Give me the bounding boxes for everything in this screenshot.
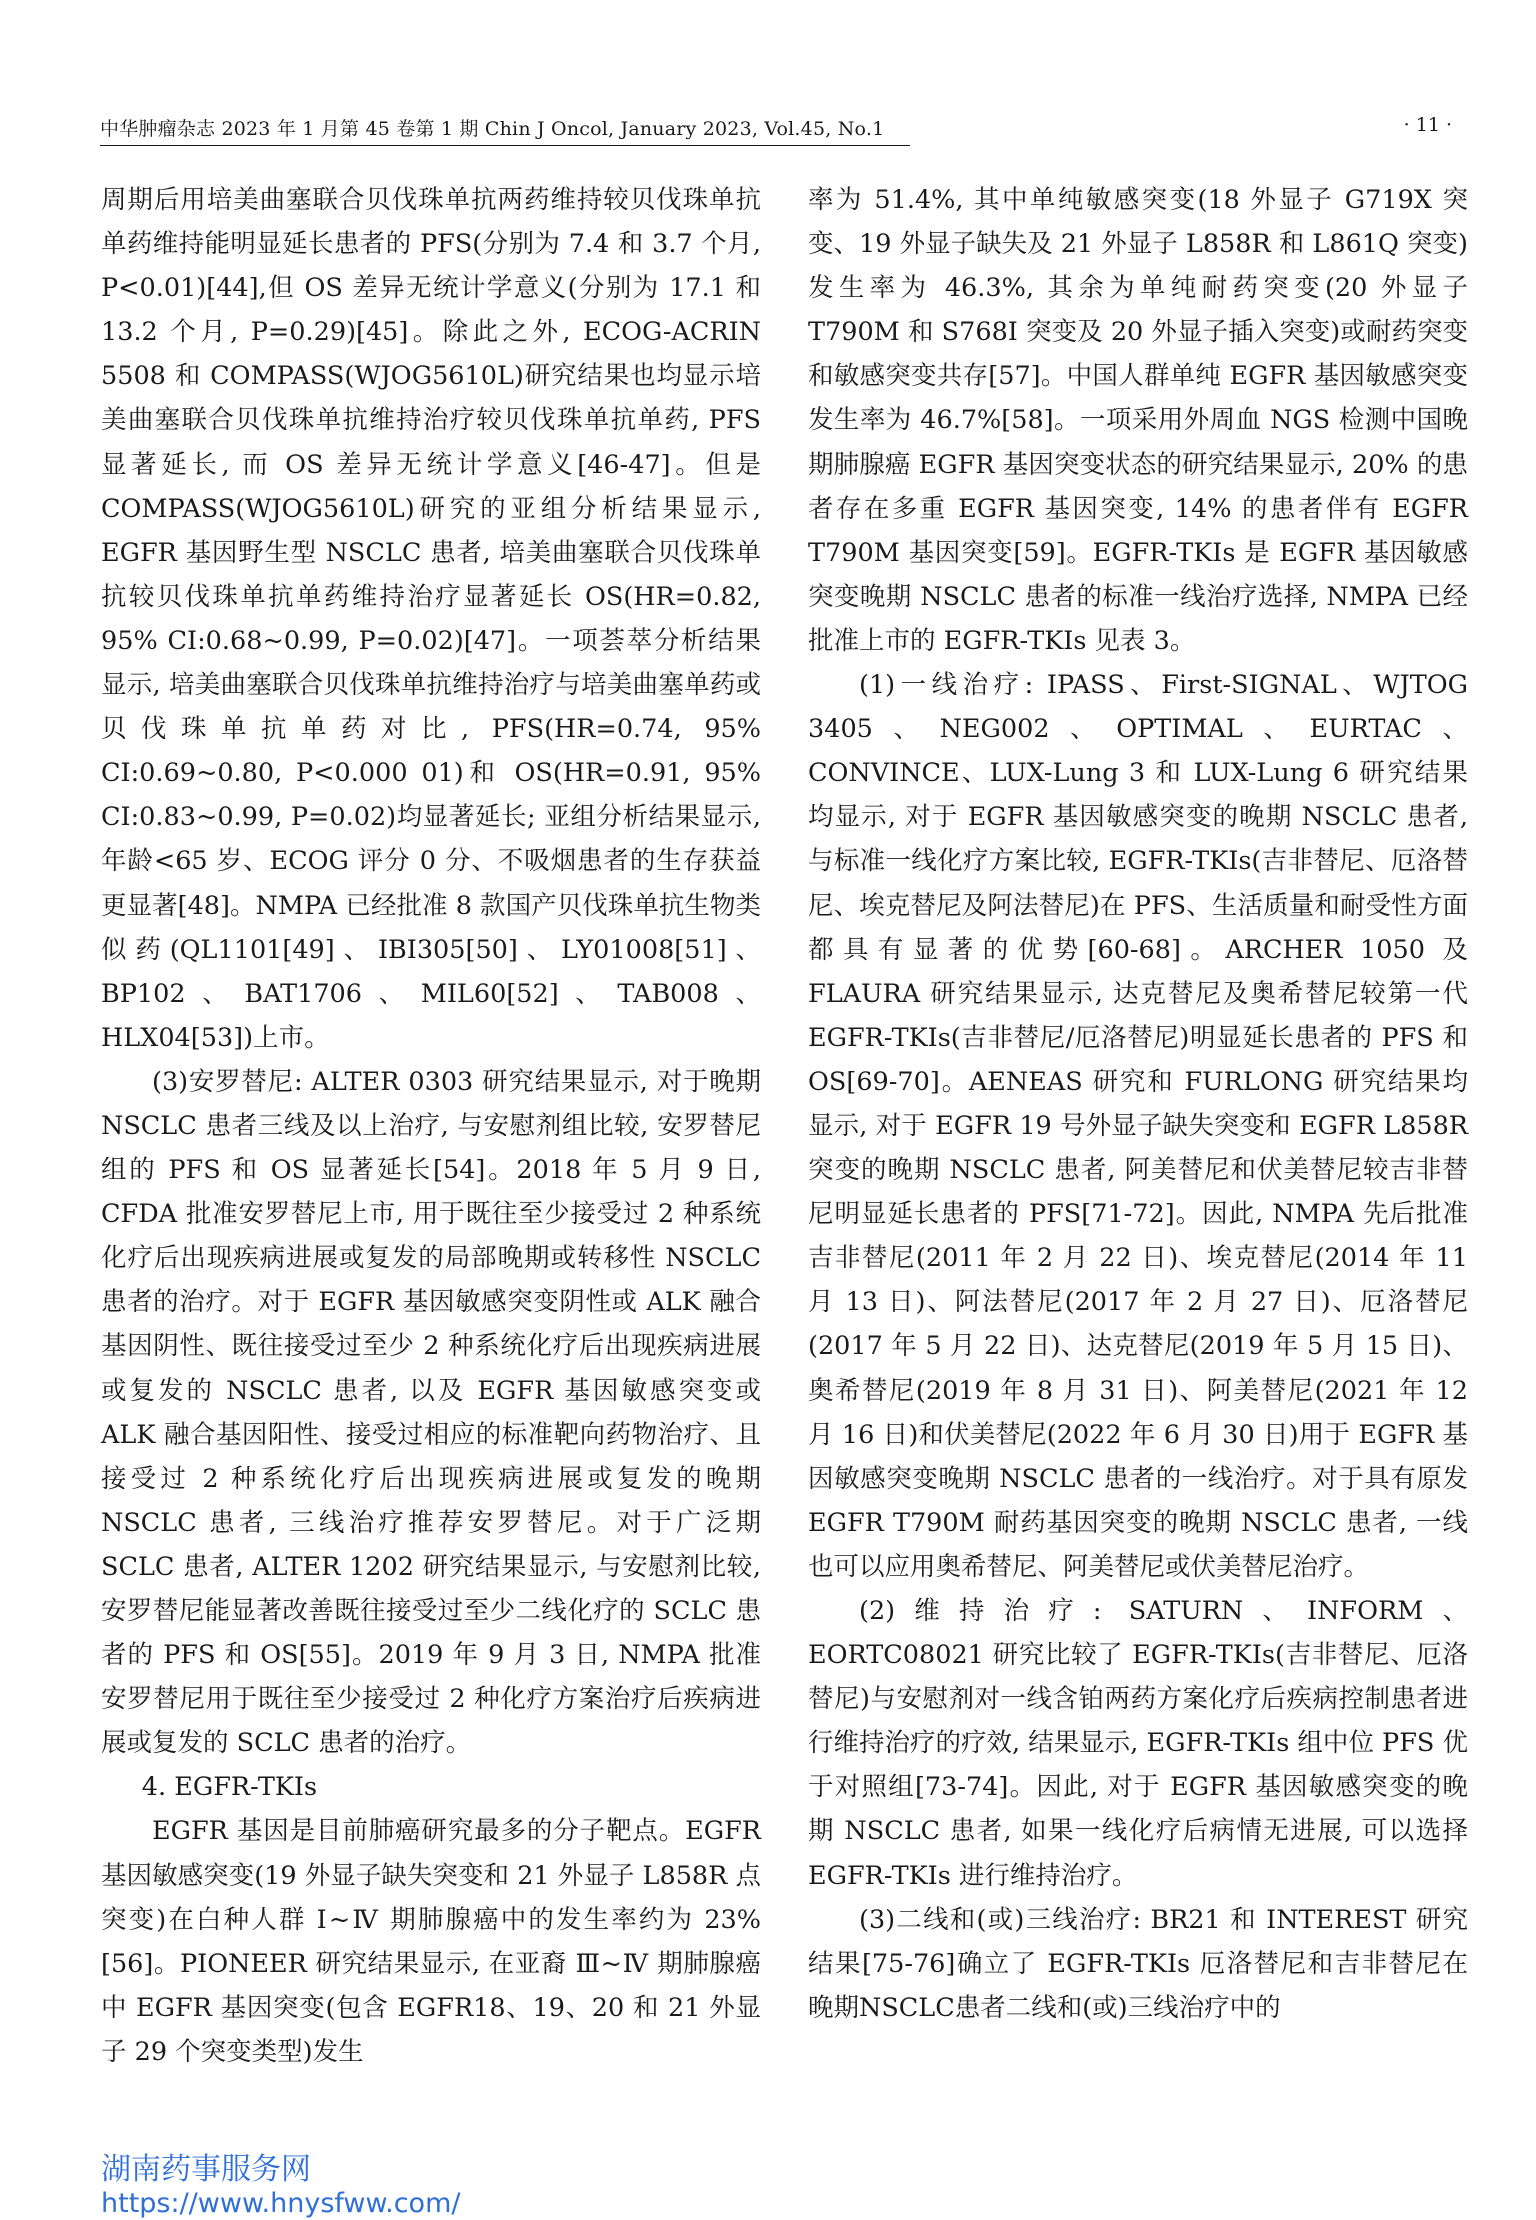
- paragraph: 率为 51.4%, 其中单纯敏感突变(18 外显子 G719X 突变、19 外显子缺失及 21 外显子 L858R 和 L861Q 突变)发生率为 46.3%, 其余为单纯耐药突变(20 外显子 T790M 和 S768I 突变及 20 外显子插入突变)或耐药突变和敏感突变共存[57]。中国人群单纯 EGFR 基因敏感突变发生率为 46.7%[58]。一项采用外周血 NGS 检测中国晚期肺腺癌 EGFR 基因突变状态的研究结果显示, 20% 的患者存在多重 EGFR 基因突变, 14% 的患者伴有 EGFR T790M 基因突变[59]。EGFR-TKIs 是 EGFR 基因敏感突变晚期 NSCLC 患者的标准一线治疗选择, NMPA 已经批准上市的 EGFR-TKIs 见表 3。: [808, 185, 1468, 656]
- paragraph: (2)维持治疗: SATURN、INFORM、EORTC08021 研究比较了 EGFR-TKIs(吉非替尼、厄洛替尼)与安慰剂对一线含铂两药方案化疗后疾病控制患者进行维持治疗的疗效, 结果显示, EGFR-TKIs 组中位 PFS 优于对照组[73-74]。因此, 对于 EGFR 基因敏感突变的晚期 NSCLC 患者, 如果一线化疗后病情无进展, 可以选择 EGFR-TKIs 进行维持治疗。: [808, 1596, 1468, 1891]
- left-column: [101, 178, 761, 2074]
- paragraph: (3)安罗替尼: ALTER 0303 研究结果显示, 对于晚期 NSCLC 患者三线及以上治疗, 与安慰剂组比较, 安罗替尼组的 PFS 和 OS 显著延长[54]。2018 年 5 月 9 日, CFDA 批准安罗替尼上市, 用于既往至少接受过 2 种系统化疗后出现疾病进展或复发的局部晚期或转移性 NSCLC 患者的治疗。对于 EGFR 基因敏感突变阴性或 ALK 融合基因阴性、既往接受过至少 2 种系统化疗后出现疾病进展或复发的 NSCLC 患者, 以及 EGFR 基因敏感突变或 ALK 融合基因阳性、接受过相应的标准靶向药物治疗、且接受过 2 种系统化疗后出现疾病进展或复发的晚期 NSCLC 患者, 三线治疗推荐安罗替尼。对于广泛期 SCLC 患者, ALTER 1202 研究结果显示, 与安慰剂比较, 安罗替尼能显著改善既往接受过至少二线化疗的 SCLC 患者的 PFS 和 OS[55]。2019 年 9 月 3 日, NMPA 批准安罗替尼用于既往至少接受过 2 种化疗方案治疗后疾病进展或复发的 SCLC 患者的治疗。: [101, 1066, 761, 1759]
- watermark-name: 湖南药事服务网: [101, 2152, 311, 2187]
- section-heading: 4. EGFR-TKIs: [141, 1772, 318, 1803]
- paragraph: EGFR 基因是目前肺癌研究最多的分子靶点。EGFR 基因敏感突变(19 外显子缺失突变和 21 外显子 L858R 点突变)在白种人群 Ⅰ~Ⅳ 期肺腺癌中的发生率约为 23%[56]。PIONEER 研究结果显示, 在亚裔 Ⅲ~Ⅳ 期肺腺癌中 EGFR 基因突变(包含 EGFR18、19、20 和 21 外显子 29 个突变类型)发生: [101, 1816, 761, 2067]
- page-number: · 11 ·: [1403, 114, 1452, 136]
- paragraph: (3)二线和(或)三线治疗: BR21 和 INTEREST 研究结果[75-76]确立了 EGFR-TKIs 厄洛替尼和吉非替尼在晚期NSCLC患者二线和(或)三线治疗中的: [808, 1904, 1468, 2023]
- paragraph: 周期后用培美曲塞联合贝伐珠单抗两药维持较贝伐珠单抗单药维持能明显延长患者的 PFS(分别为 7.4 和 3.7 个月, P<0.01)[44],但 OS 差异无统计学意义(分别为 17.1 和 13.2 个月, P=0.29)[45]。除此之外, ECOG-ACRIN 5508 和 COMPASS(WJOG5610L)研究结果也均显示培美曲塞联合贝伐珠单抗维持治疗较贝伐珠单抗单药, PFS 显著延长, 而 OS 差异无统计学意义[46-47]。但是 COMPASS(WJOG5610L)研究的亚组分析结果显示, EGFR 基因野生型 NSCLC 患者, 培美曲塞联合贝伐珠单抗较贝伐珠单抗单药维持治疗显著延长 OS(HR=0.82, 95% CI:0.68~0.99, P=0.02)[47]。一项荟萃分析结果显示, 培美曲塞联合贝伐珠单抗维持治疗与培美曲塞单药或贝伐珠单抗单药对比, PFS(HR=0.74, 95% CI:0.69~0.80, P<0.000 01)和 OS(HR=0.91, 95% CI:0.83~0.99, P=0.02)均显著延长; 亚组分析结果显示, 年龄<65 岁、ECOG 评分 0 分、不吸烟患者的生存获益更显著[48]。NMPA 已经批准 8 款国产贝伐珠单抗生物类似药(QL1101[49]、IBI305[50]、LY01008[51]、BP102、BAT1706、MIL60[52]、TAB008、HLX04[53])上市。: [101, 185, 761, 1053]
- journal-citation: 中华肿瘤杂志 2023 年 1 月第 45 卷第 1 期 Chin J Oncol, January 2023, Vol.45, No.1: [100, 114, 910, 146]
- running-header: [100, 112, 1452, 148]
- paragraph: (1)一线治疗: IPASS、First-SIGNAL、WJTOG 3405、NEG002、OPTIMAL、EURTAC、CONVINCE、LUX-Lung 3 和 LUX-Lung 6 研究结果均显示, 对于 EGFR 基因敏感突变的晚期 NSCLC 患者, 与标准一线化疗方案比较, EGFR-TKIs(吉非替尼、厄洛替尼、埃克替尼及阿法替尼)在 PFS、生活质量和耐受性方面都具有显著的优势[60-68]。ARCHER 1050 及 FLAURA 研究结果显示, 达克替尼及奥希替尼较第一代 EGFR-TKIs(吉非替尼/厄洛替尼)明显延长患者的 PFS 和 OS[69-70]。AENEAS 研究和 FURLONG 研究结果均显示, 对于 EGFR 19 号外显子缺失突变和 EGFR L858R 突变的晚期 NSCLC 患者, 阿美替尼和伏美替尼较吉非替尼明显延长患者的 PFS[71-72]。因此, NMPA 先后批准吉非替尼(2011 年 2 月 22 日)、埃克替尼(2014 年 11 月 13 日)、阿法替尼(2017 年 2 月 27 日)、厄洛替尼(2017 年 5 月 22 日)、达克替尼(2019 年 5 月 15 日)、奥希替尼(2019 年 8 月 31 日)、阿美替尼(2021 年 12 月 16 日)和伏美替尼(2022 年 6 月 30 日)用于 EGFR 基因敏感突变晚期 NSCLC 患者的一线治疗。对于具有原发 EGFR T790M 耐药基因突变的晚期 NSCLC 患者, 一线也可以应用奥希替尼、阿美替尼或伏美替尼治疗。: [808, 670, 1468, 1582]
- watermark-url[interactable]: https://www.hnysfww.com/: [101, 2188, 461, 2219]
- watermark: [101, 2152, 701, 2220]
- right-column: [808, 178, 1468, 2030]
